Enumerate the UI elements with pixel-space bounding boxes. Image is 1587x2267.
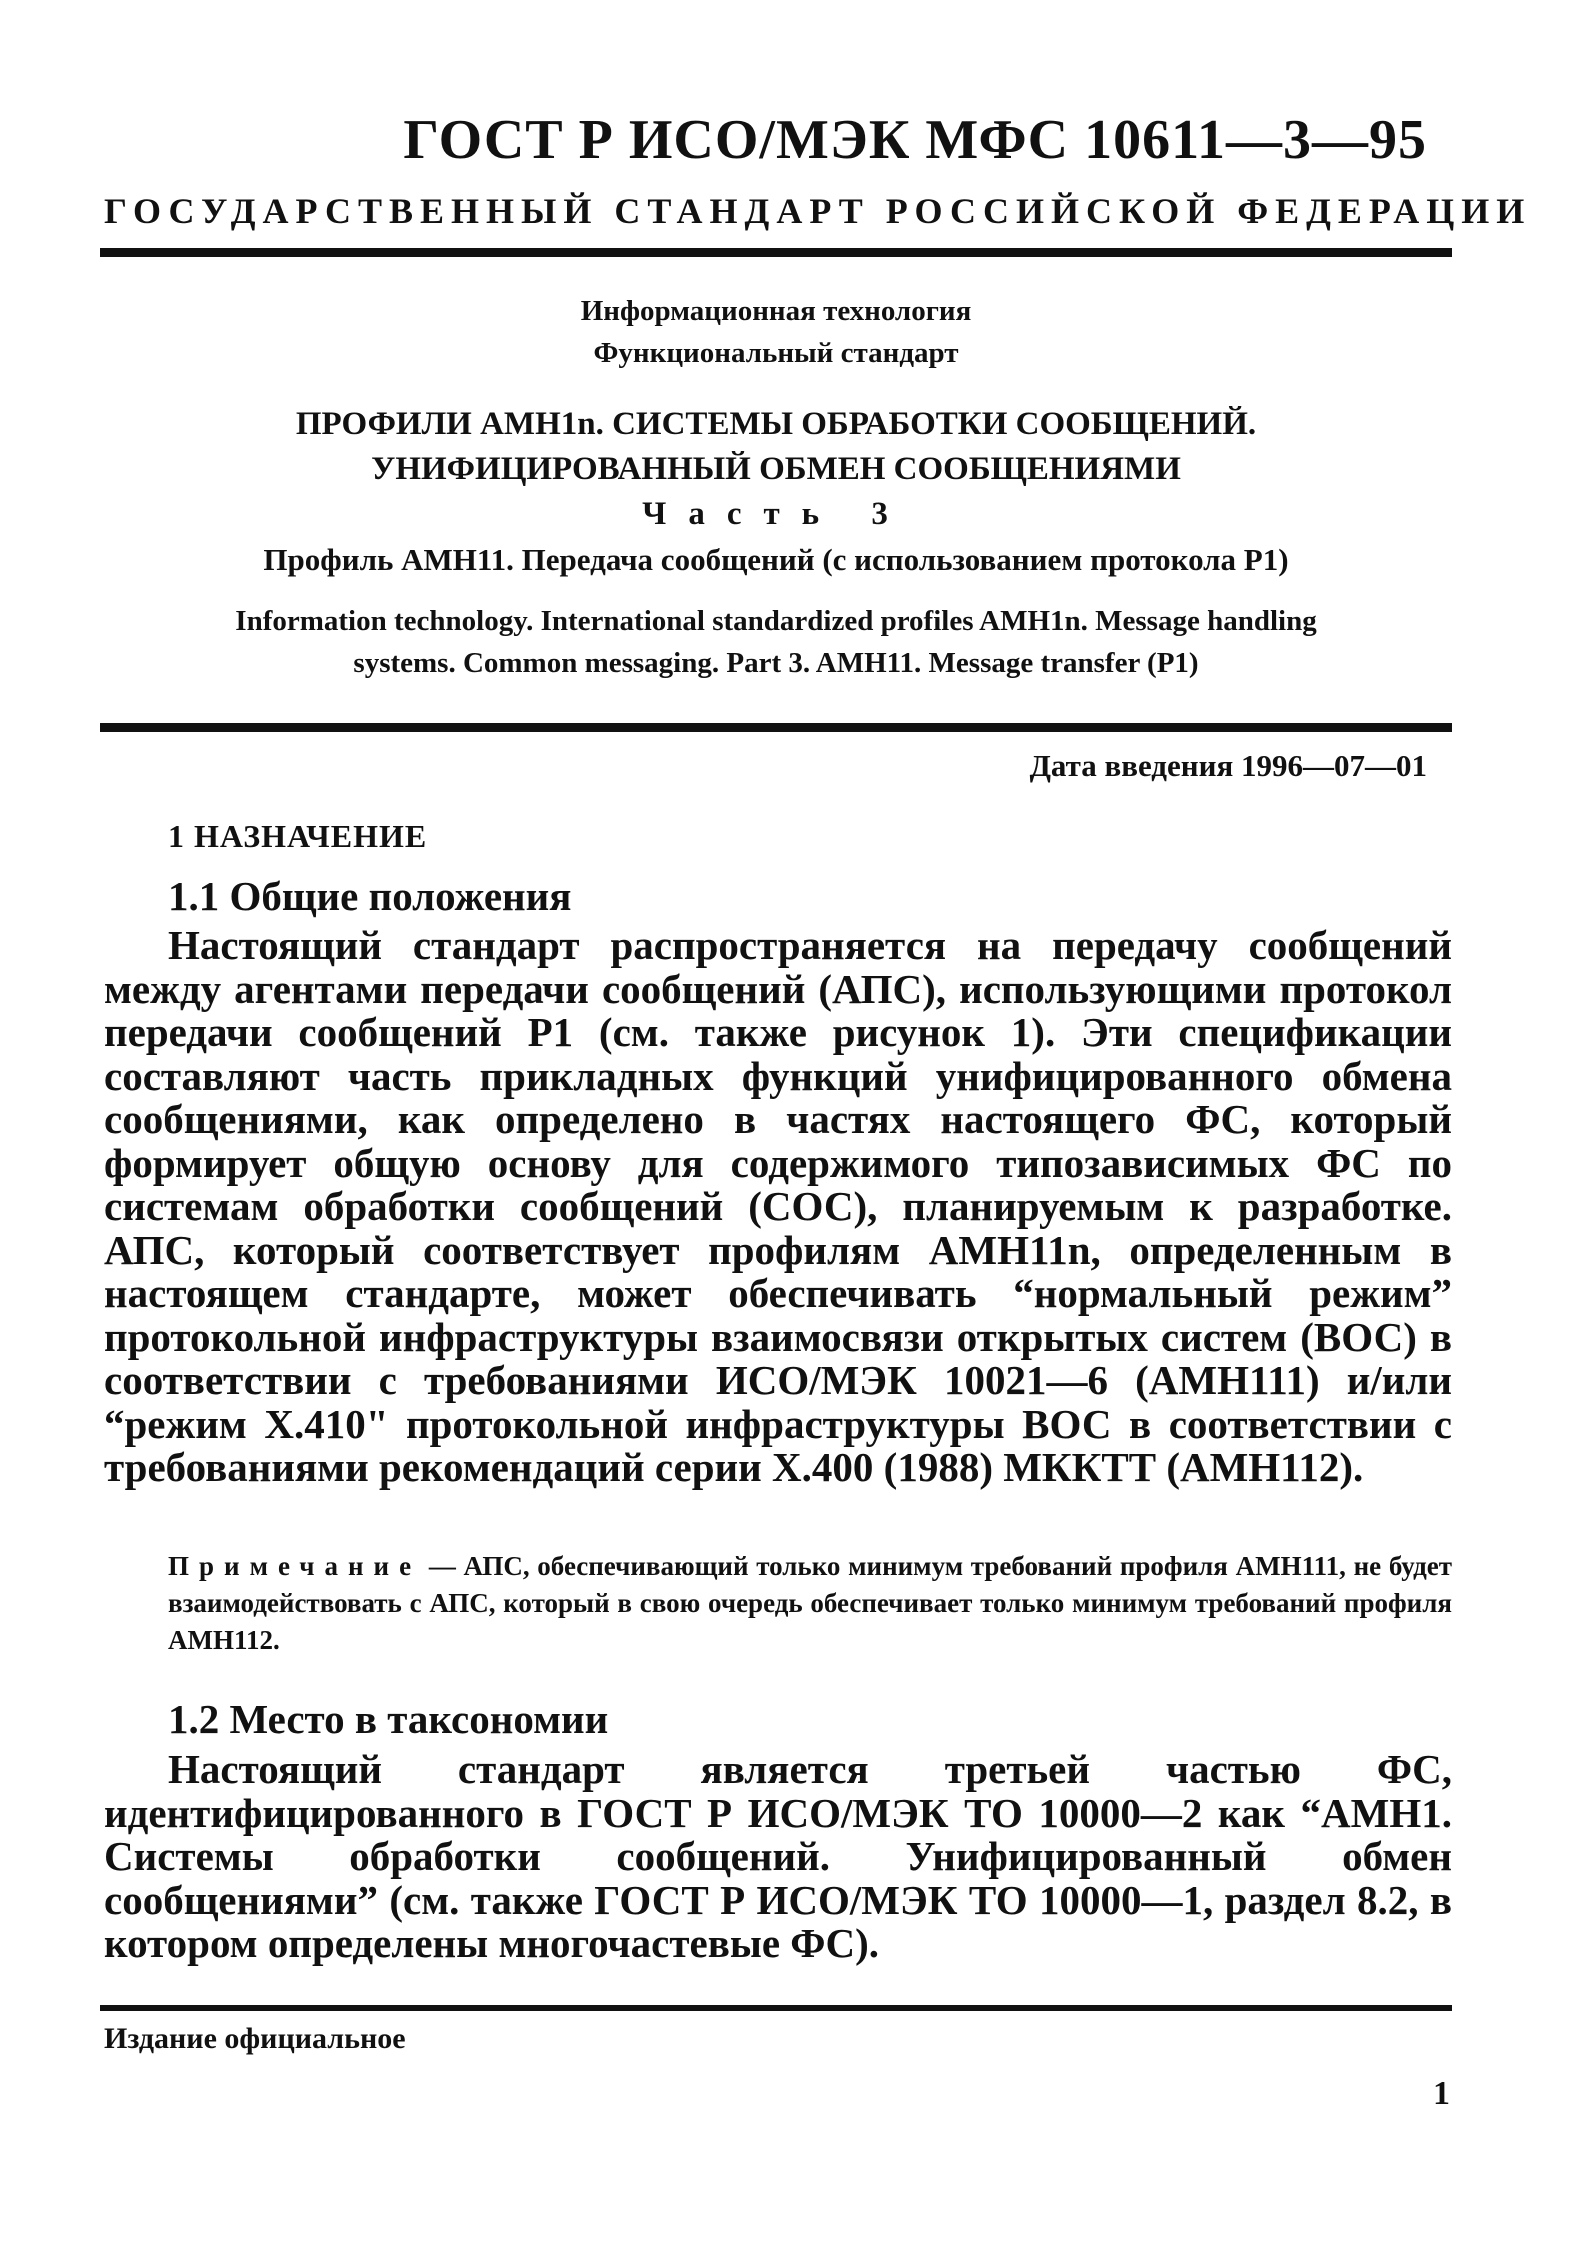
subject-line-1: Информационная технология	[580, 295, 972, 327]
title-divider	[100, 723, 1452, 732]
english-title-line-1: Information technology. International standardized profiles AMH1n. Message handling	[235, 605, 1317, 637]
profile-subtitle: Профиль AMH11. Передача сообщений (с использованием протокола P1)	[263, 542, 1289, 577]
title-line-2: УНИФИЦИРОВАННЫЙ ОБМЕН СООБЩЕНИЯМИ	[371, 451, 1181, 487]
footer-divider	[100, 2005, 1452, 2011]
subject-line-2: Функциональный стандарт	[593, 337, 959, 369]
paragraph-1-2: Настоящий стандарт является третьей частью ФС, идентифицированного в ГОСТ Р ИСО/МЭК ТО 10000—2 как “AMH1. Системы обработки сообщений. Унифицированный обмен сообщениями” (см. также ГОСТ Р ИСО/МЭК ТО 10000—1, раздел 8.2, в котором определены многочастевые ФС).	[104, 1746, 1452, 1966]
edition-label: Издание официальное	[104, 2022, 406, 2055]
paragraph-1-1: Настоящий стандарт распространяется на передачу сообщений между агентами передачи сообщений (АПС), использующими протокол передачи сообщений P1 (см. также рисунок 1). Эти спецификации составляют часть прикладных функций унифицированного обмена сообщениями, как определено в частях настоящего ФС, который формирует общую основу для содержимого типозависимых ФС по системам обработки сообщений (СОС), планируемым к разработке. АПС, который соответствует профилям AMH11n, определенным в настоящем стандарте, может обеспечивать “нормальный режим” протокольной инфраструктуры взаимосвязи открытых систем (ВОС) в соответствии с требованиями ИСО/МЭК 10021—6 (AMH111) и/или “режим X.410" протокольной инфраструктуры ВОС в соответствии с требованиями рекомендаций серии X.400 (1988) МККТТ (AMH112).	[104, 922, 1452, 1490]
header-divider	[100, 248, 1452, 257]
title-line-1: ПРОФИЛИ AMH1n. СИСТЕМЫ ОБРАБОТКИ СООБЩЕНИЙ.	[295, 406, 1257, 442]
introduction-date: Дата введения 1996—07—01	[1029, 748, 1427, 783]
part-label: Часть 3	[642, 496, 910, 532]
note-text: — АПС, обеспечивающий только минимум требований профиля AMH111, не будет взаимодействовать с АПС, который в свою очередь обеспечивает только минимум требований профиля AMH112.	[168, 1551, 1452, 1655]
page-number: 1	[1433, 2075, 1450, 2112]
subsection-heading-1-2: 1.2 Место в таксономии	[168, 1696, 609, 1742]
note	[168, 1548, 1452, 1659]
english-title	[100, 600, 1452, 684]
note-label: Примечание	[168, 1551, 422, 1581]
document-title	[100, 402, 1452, 582]
standard-code: ГОСТ Р ИСО/МЭК МФС 10611—3—95	[403, 109, 1427, 171]
subsection-heading-1-1: 1.1 Общие положения	[168, 873, 572, 919]
english-title-line-2: systems. Common messaging. Part 3. AMH11. Message transfer (P1)	[353, 647, 1199, 679]
subject-block	[100, 290, 1452, 374]
section-heading: 1 НАЗНАЧЕНИЕ	[168, 818, 428, 854]
state-standard-heading: ГОСУДАРСТВЕННЫЙ СТАНДАРТ РОССИЙСКОЙ ФЕДЕРАЦИИ	[104, 191, 1532, 231]
